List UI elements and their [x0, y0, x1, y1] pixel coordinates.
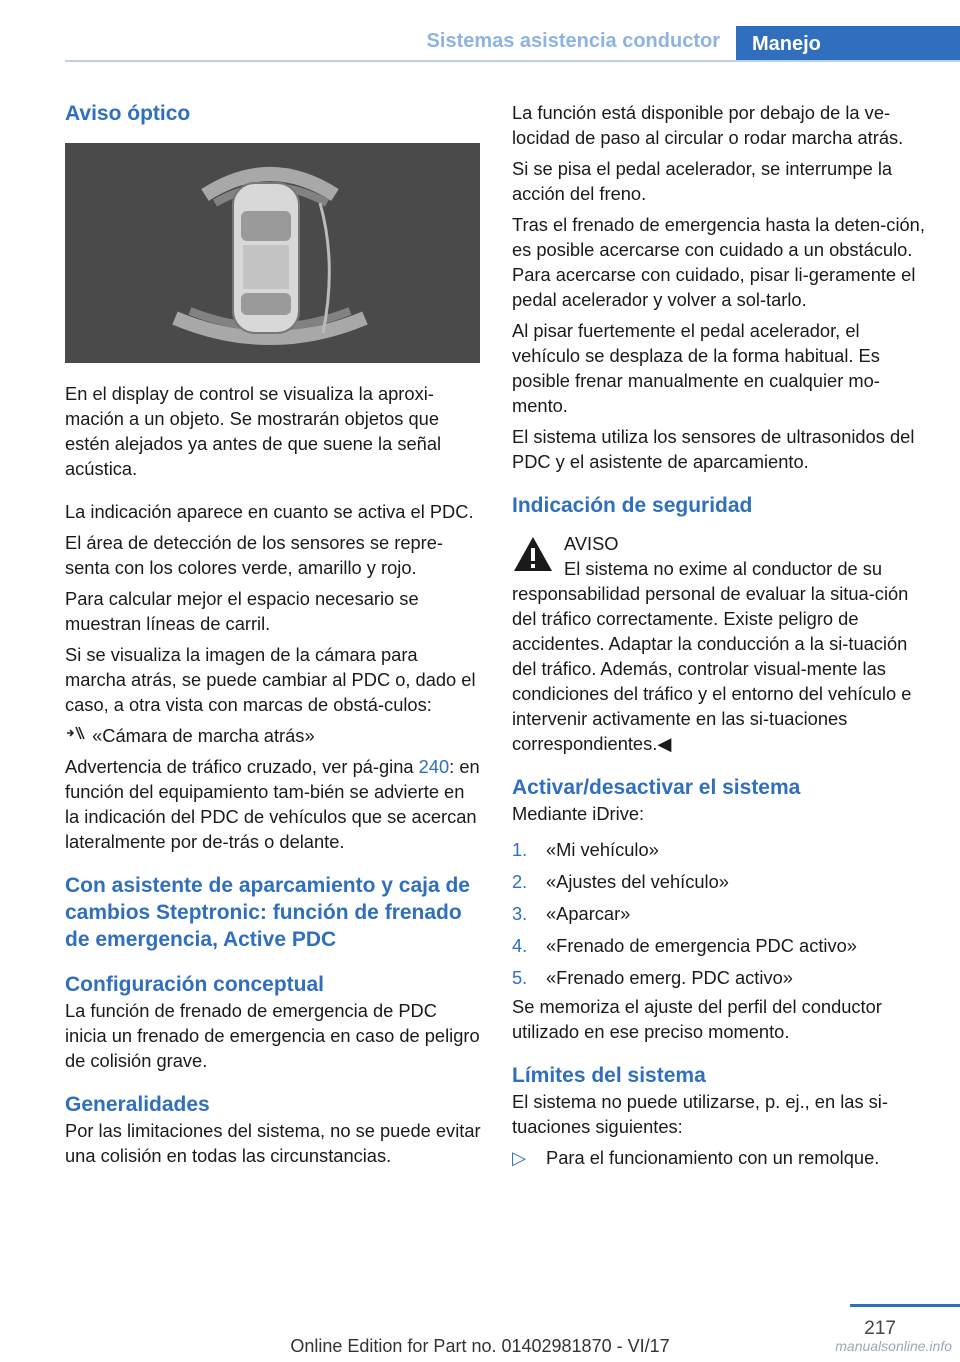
paragraph: Mediante iDrive:: [512, 803, 645, 824]
warning-block: [512, 531, 930, 581]
paragraph: El sistema utiliza los sensores de ultrasonidos del PDC y el asistente de aparcamiento.: [512, 426, 915, 472]
heading-limites: Límites del sistema: [512, 1064, 706, 1087]
limits-list: [512, 1145, 930, 1170]
heading-seguridad: Indicación de seguridad: [512, 494, 753, 517]
camera-option-label: «Cámara de marcha atrás»: [92, 725, 315, 746]
paragraph: La indicación aparece en cuanto se activa el PDC.: [65, 501, 474, 522]
paragraph: Al pisar fuertemente el pedal acelerador, el vehículo se desplaza de la forma habitual. Es posible frenar manualmente en cualquier mo-mento.: [512, 320, 880, 416]
heading-generalidades: Generalidades: [65, 1093, 210, 1116]
paragraph: Si se visualiza la imagen de la cámara para marcha atrás, se puede cambiar al PDC o, dado el caso, a otra vista con marcas de obstá-culos:: [65, 644, 476, 715]
edition-footer: Online Edition for Part no. 01402981870 - VI/17: [290, 1336, 670, 1356]
watermark: manualsonline.info: [835, 1338, 952, 1354]
list-item: 1. «Mi vehículo»: [512, 839, 659, 860]
heading-activar: Activar/desactivar el sistema: [512, 776, 801, 799]
idrive-steps: [512, 834, 930, 994]
paragraph: Para calcular mejor el espacio necesario se muestran líneas de carril.: [65, 588, 419, 634]
camera-icon: [65, 723, 87, 748]
chapter-tab: Manejo: [736, 26, 960, 62]
paragraph: La función está disponible por debajo de la ve-locidad de paso al circular o rodar marcha atrás.: [512, 102, 904, 148]
paragraph: Se memoriza el ajuste del perfil del conductor utilizado en ese preciso momento.: [512, 996, 882, 1042]
heading-configuracion: Configuración conceptual: [65, 973, 325, 996]
bullet-triangle-icon: ▷: [512, 1147, 527, 1168]
left-column: [65, 100, 483, 1168]
paragraph: Si se pisa el pedal acelerador, se interrumpe la acción del freno.: [512, 158, 893, 204]
list-item: 4. «Frenado de emergencia PDC activo»: [512, 935, 857, 956]
pdc-display-image: [65, 143, 480, 363]
footer-rule: [850, 1304, 960, 1307]
list-item: 2. «Ajustes del vehículo»: [512, 871, 729, 892]
page-number: 217: [864, 1318, 896, 1339]
camera-option: [65, 723, 483, 748]
paragraph: Tras el frenado de emergencia hasta la deten-ción, es posible acercarse con cuidado a un obstáculo. Para acercarse con cuidado, pisar li-geramente el pedal acelerador y volver a sol-tarlo.: [512, 214, 925, 310]
paragraph: El sistema no puede utilizarse, p. ej., en las si-tuaciones siguientes:: [512, 1091, 888, 1137]
list-item: 3. «Aparcar»: [512, 903, 631, 924]
paragraph-cross-traffic: Advertencia de tráfico cruzado, ver pá-gina 240: en función del equipamiento tam-bién se advierte en la indicación del PDC de vehículos que se acercan lateralmente por de-trás o delante.: [65, 756, 480, 852]
warning-text: El sistema no exime al conductor de su responsabilidad personal de evaluar la situa-ción del tráfico correctamente. Existe peligro de accidentes. Adaptar la conducción a la si-tuación del tráfico. Además, controlar visual-mente las condiciones del tráfico y el entorno del vehículo e intervenir activamente en las si-tuaciones correspondientes.◀: [512, 558, 912, 754]
list-item: ▷ Para el funcionamiento con un remolque.: [512, 1147, 880, 1168]
header-rule: [65, 60, 960, 62]
page-header: [65, 26, 960, 62]
warning-title: AVISO: [564, 533, 619, 554]
right-column: [512, 100, 930, 1170]
list-item: 5. «Frenado emerg. PDC activo»: [512, 967, 793, 988]
paragraph: En el display de control se visualiza la aproxi-mación a un objeto. Se mostrarán objetos que estén alejados ya antes de que suene la señal acústica.: [65, 383, 442, 479]
heading-emergency-brake: Con asistente de aparcamiento y caja de cambios Steptronic: función de frenado de emergencia, Active PDC: [65, 874, 470, 951]
paragraph: Por las limitaciones del sistema, no se puede evitar una colisión en todas las circunstancias.: [65, 1120, 481, 1166]
page-link[interactable]: 240: [418, 756, 450, 777]
car-top-view-illustration: [65, 143, 480, 363]
warning-icon: [512, 535, 554, 579]
paragraph: La función de frenado de emergencia de PDC inicia un frenado de emergencia en caso de peligro de colisión grave.: [65, 1000, 480, 1071]
heading-aviso-optico: Aviso óptico: [65, 102, 191, 125]
section-title: Sistemas asistencia conductor: [426, 30, 720, 52]
paragraph: El área de detección de los sensores se repre-senta con los colores verde, amarillo y rojo.: [65, 532, 444, 578]
